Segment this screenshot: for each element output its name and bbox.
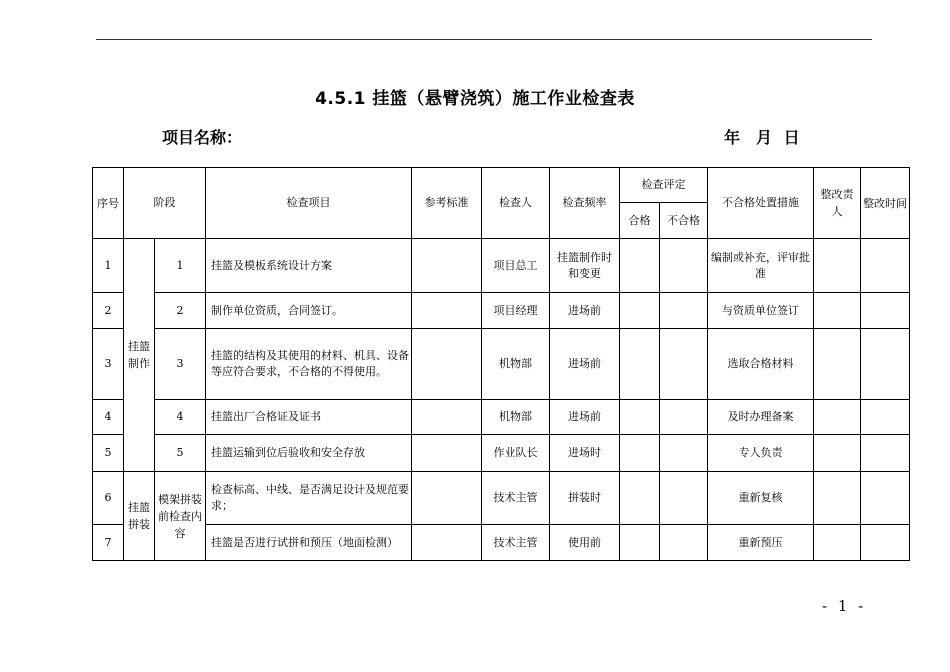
row-number: 5 bbox=[93, 435, 124, 472]
project-name-label: 项目名称： bbox=[162, 128, 243, 147]
row-pass-cell bbox=[620, 293, 660, 329]
row-item: 检查标高、中线、是否满足设计及规范要求； bbox=[206, 472, 412, 525]
row-measures: 与资质单位签订 bbox=[708, 293, 814, 329]
table-row bbox=[93, 400, 910, 435]
header-frequency: 检查频率 bbox=[550, 168, 620, 239]
row-frequency: 使用前 bbox=[550, 525, 620, 561]
header-rule bbox=[96, 39, 872, 40]
row-number: 3 bbox=[93, 329, 124, 400]
inspection-checklist-table bbox=[92, 167, 910, 561]
row-pass-cell bbox=[620, 472, 660, 525]
page-number: - 1 - bbox=[822, 597, 867, 615]
header-item: 检查项目 bbox=[206, 168, 412, 239]
row-pass-cell bbox=[620, 329, 660, 400]
row-time-cell bbox=[861, 435, 910, 472]
row-standard bbox=[412, 329, 482, 400]
row-measures: 专人负责 bbox=[708, 435, 814, 472]
row-fail-cell bbox=[660, 525, 708, 561]
row-measures: 重新复核 bbox=[708, 472, 814, 525]
row-fail-cell bbox=[660, 435, 708, 472]
header-stage: 阶段 bbox=[124, 168, 206, 239]
stage-group-assembly: 挂篮拼装 bbox=[124, 472, 155, 561]
row-number: 1 bbox=[93, 239, 124, 293]
stage-group-fabrication: 挂篮制作 bbox=[124, 239, 155, 472]
row-frequency: 进场前 bbox=[550, 400, 620, 435]
row-responsible-cell bbox=[814, 329, 861, 400]
row-pass-cell bbox=[620, 239, 660, 293]
header-evaluation: 检查评定 bbox=[620, 168, 708, 203]
row-frequency: 进场前 bbox=[550, 293, 620, 329]
row-item: 挂篮是否进行试拼和预压（地面检测） bbox=[206, 525, 412, 561]
row-standard bbox=[412, 239, 482, 293]
row-fail-cell bbox=[660, 239, 708, 293]
row-measures: 编制或补充，评审批准 bbox=[708, 239, 814, 293]
row-standard bbox=[412, 293, 482, 329]
row-standard bbox=[412, 525, 482, 561]
row-sub-number: 5 bbox=[155, 435, 206, 472]
row-measures: 重新预压 bbox=[708, 525, 814, 561]
row-responsible-cell bbox=[814, 472, 861, 525]
table-row bbox=[93, 293, 910, 329]
row-time-cell bbox=[861, 400, 910, 435]
table-row bbox=[93, 329, 910, 400]
row-inspector: 技术主管 bbox=[482, 525, 550, 561]
row-time-cell bbox=[861, 329, 910, 400]
table-row bbox=[93, 435, 910, 472]
row-standard bbox=[412, 472, 482, 525]
row-frequency: 进场时 bbox=[550, 435, 620, 472]
row-sub-number: 2 bbox=[155, 293, 206, 329]
date-label: 年 月 日 bbox=[724, 128, 800, 147]
row-inspector: 技术主管 bbox=[482, 472, 550, 525]
row-fail-cell bbox=[660, 472, 708, 525]
row-time-cell bbox=[861, 293, 910, 329]
row-number: 7 bbox=[93, 525, 124, 561]
row-time-cell bbox=[861, 525, 910, 561]
table-header-row bbox=[93, 168, 910, 203]
row-frequency: 进场前 bbox=[550, 329, 620, 400]
row-responsible-cell bbox=[814, 293, 861, 329]
row-inspector: 项目经理 bbox=[482, 293, 550, 329]
row-number: 6 bbox=[93, 472, 124, 525]
row-time-cell bbox=[861, 472, 910, 525]
row-sub-number: 3 bbox=[155, 329, 206, 400]
row-item: 挂篮及模板系统设计方案 bbox=[206, 239, 412, 293]
row-frequency: 挂篮制作时和变更 bbox=[550, 239, 620, 293]
row-fail-cell bbox=[660, 293, 708, 329]
row-time-cell bbox=[861, 239, 910, 293]
row-responsible-cell bbox=[814, 525, 861, 561]
row-measures: 选取合格材料 bbox=[708, 329, 814, 400]
table-row bbox=[93, 472, 910, 525]
row-pass-cell bbox=[620, 435, 660, 472]
row-measures: 及时办理备案 bbox=[708, 400, 814, 435]
header-inspector: 检查人 bbox=[482, 168, 550, 239]
row-item: 挂篮运输到位后验收和安全存放 bbox=[206, 435, 412, 472]
row-standard bbox=[412, 435, 482, 472]
row-item: 挂篮的结构及其使用的材料、机具、设备等应符合要求，不合格的不得使用。 bbox=[206, 329, 412, 400]
row-item: 制作单位资质，合同签订。 bbox=[206, 293, 412, 329]
row-number: 2 bbox=[93, 293, 124, 329]
header-pass: 合格 bbox=[620, 203, 660, 239]
row-responsible-cell bbox=[814, 435, 861, 472]
row-sub-number: 1 bbox=[155, 239, 206, 293]
header-responsible: 整改责人 bbox=[814, 168, 861, 239]
row-sub-number: 4 bbox=[155, 400, 206, 435]
row-pass-cell bbox=[620, 400, 660, 435]
document-title: 4.5.1 挂篮（悬臂浇筑）施工作业检查表 bbox=[315, 89, 635, 109]
row-standard bbox=[412, 400, 482, 435]
row-pass-cell bbox=[620, 525, 660, 561]
row-responsible-cell bbox=[814, 400, 861, 435]
row-inspector: 机物部 bbox=[482, 329, 550, 400]
table-row bbox=[93, 239, 910, 293]
header-measures: 不合格处置措施 bbox=[708, 168, 814, 239]
row-frequency: 拼装时 bbox=[550, 472, 620, 525]
row-number: 4 bbox=[93, 400, 124, 435]
header-standard: 参考标准 bbox=[412, 168, 482, 239]
row-fail-cell bbox=[660, 400, 708, 435]
row-inspector: 项目总工 bbox=[482, 239, 550, 293]
row-inspector: 作业队长 bbox=[482, 435, 550, 472]
row-item: 挂篮出厂合格证及证书 bbox=[206, 400, 412, 435]
row-fail-cell bbox=[660, 329, 708, 400]
header-seq: 序号 bbox=[93, 168, 124, 239]
header-time: 整改时间 bbox=[861, 168, 910, 239]
table-row bbox=[93, 525, 910, 561]
row-responsible-cell bbox=[814, 239, 861, 293]
header-fail: 不合格 bbox=[660, 203, 708, 239]
row-inspector: 机物部 bbox=[482, 400, 550, 435]
stage-subgroup-assembly: 模架拼装前检查内容 bbox=[155, 472, 206, 561]
